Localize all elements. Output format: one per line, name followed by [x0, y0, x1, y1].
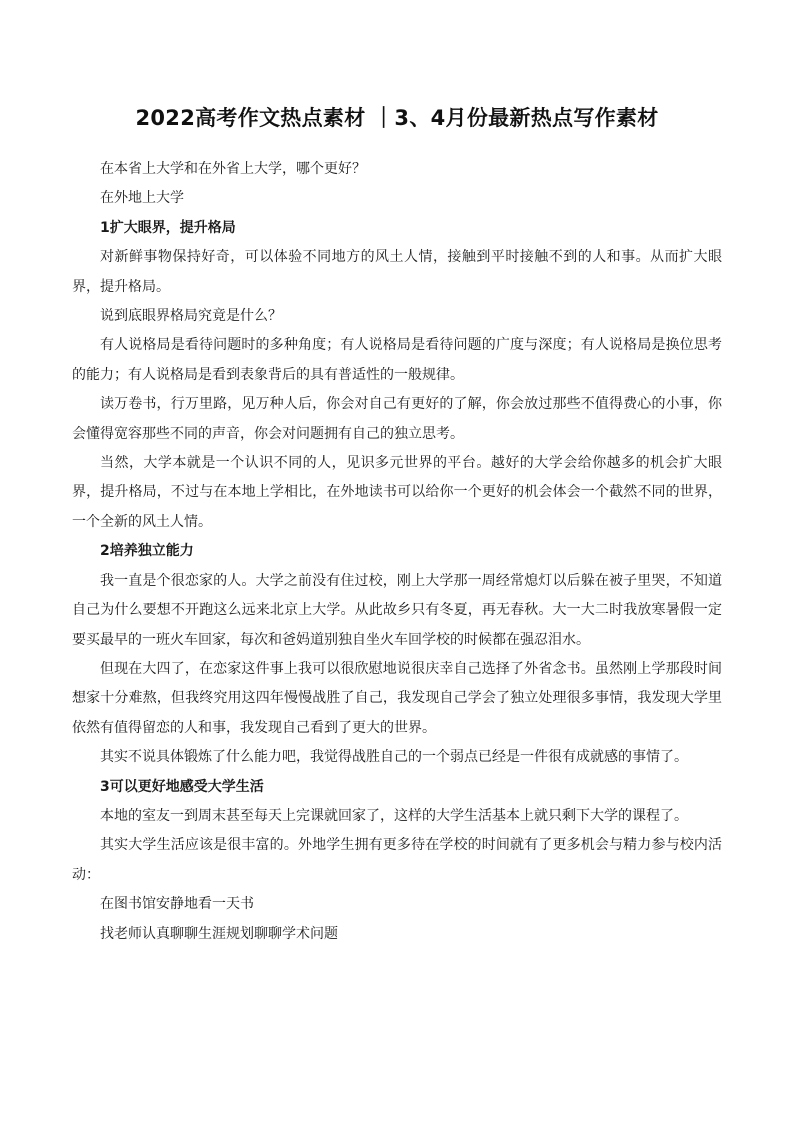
paragraph: 有人说格局是看待问题时的多种角度；有人说格局是看待问题的广度与深度；有人说格局是换位思考的能力；有人说格局是看到表象背后的具有普适性的一般规律。: [72, 337, 722, 383]
paragraph: 在本省上大学和在外省上大学，哪个更好？: [100, 161, 366, 177]
paragraph: 当然，大学本就是一个认识不同的人，见识多元世界的平台。越好的大学会给你越多的机会扩大眼界，提升格局，不过与在本地上学相比，在外地读书可以给你一个更好的机会体会一个截然不同的世界，一个全新的风土人情。: [72, 455, 722, 530]
paragraph: 说到底眼界格局究竟是什么？: [100, 308, 282, 325]
paragraph: 我一直是个很恋家的人。大学之前没有住过校，刚上大学那一周经常熄灯以后躲在被子里哭，不知道自己为什么要想不开跑这么远来北京上大学。从此故乡只有冬夏，再无春秋。大一大二时我放寒暑假一定要买最早的一班火车回家，每次和爸妈道别独自坐火车回学校的时候都在强忍泪水。: [72, 572, 722, 648]
paragraph: 找老师认真聊聊生涯规划聊聊学术问题: [100, 925, 338, 942]
paragraph: 在外地上大学: [100, 190, 184, 207]
paragraph: 其实不说具体锻炼了什么能力吧，我觉得战胜自己的一个弱点已经是一件很有成就感的事情了。: [100, 749, 688, 766]
section-heading: 1扩大眼界，提升格局: [100, 219, 236, 236]
section-heading: 2培养独立能力: [100, 543, 194, 560]
paragraph: 本地的室友一到周末甚至每天上完课就回家了，这样的大学生活基本上就只剩下大学的课程了。: [100, 807, 688, 824]
paragraph: 在图书馆安静地看一天书: [100, 896, 254, 913]
paragraph: 对新鲜事物保持好奇，可以体验不同地方的风土人情，接触到平时接触不到的人和事。从而扩大眼界，提升格局。: [72, 249, 722, 295]
section-heading: 3可以更好地感受大学生活: [100, 778, 264, 795]
paragraph: 读万卷书，行万里路，见万种人后，你会对自己有更好的了解，你会放过那些不值得费心的小事，你会懂得宽容那些不同的声音，你会对问题拥有自己的独立思考。: [72, 396, 722, 442]
page-title: 2022高考作文热点素材 ｜3、4月份最新热点写作素材: [135, 106, 659, 130]
paragraph: 其实大学生活应该是很丰富的。外地学生拥有更多待在学校的时间就有了更多机会与精力参与校内活动：: [72, 837, 722, 883]
document-body: [72, 155, 722, 949]
paragraph: 但现在大四了，在恋家这件事上我可以很欣慰地说很庆幸自己选择了外省念书。虽然刚上学那段时间想家十分难熬，但我终究用这四年慢慢战胜了自己，我发现自己学会了独立处理很多事情，我发现大学里依然有值得留恋的人和事，我发现自己看到了更大的世界。: [72, 660, 722, 736]
